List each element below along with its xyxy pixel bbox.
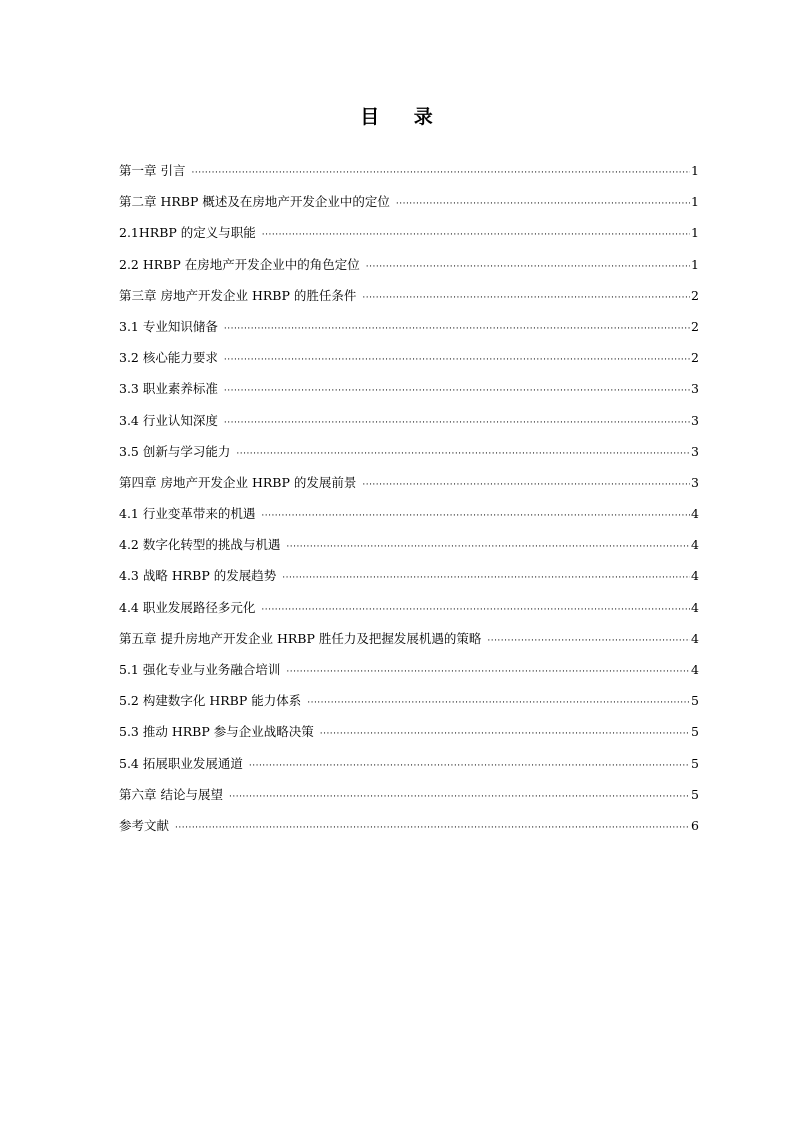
toc-entry-label: 3.4 行业认知深度 — [119, 412, 218, 428]
toc-dot-leader — [224, 412, 690, 434]
toc-dot-leader — [362, 287, 690, 309]
toc-entry-page: 1 — [691, 163, 699, 178]
toc-dot-leader — [366, 256, 690, 278]
toc-entry-page: 6 — [691, 817, 699, 833]
toc-entry-page: 2 — [691, 287, 699, 303]
toc-dot-leader — [224, 318, 690, 340]
toc-dot-leader — [249, 755, 690, 777]
toc-list — [119, 160, 699, 846]
toc-entry-label: 2.1HRBP 的定义与职能 — [119, 225, 256, 241]
toc-dot-leader — [286, 661, 690, 683]
toc-dot-leader — [362, 474, 690, 496]
toc-entry[interactable] — [119, 316, 699, 347]
toc-entry-page: 3 — [691, 412, 699, 428]
toc-entry[interactable] — [119, 503, 699, 534]
toc-entry-label: 第四章 房地产开发企业 HRBP 的发展前景 — [119, 474, 357, 490]
toc-entry[interactable] — [119, 222, 699, 253]
toc-entry[interactable] — [119, 565, 699, 596]
toc-entry-page: 5 — [691, 693, 699, 709]
toc-dot-leader — [191, 162, 690, 184]
toc-entry-label: 4.4 职业发展路径多元化 — [119, 599, 256, 615]
toc-entry-label: 第三章 房地产开发企业 HRBP 的胜任条件 — [119, 287, 357, 303]
toc-entry-page: 2 — [691, 350, 699, 366]
toc-entry-page: 5 — [691, 755, 699, 771]
toc-entry[interactable] — [119, 597, 699, 628]
toc-entry-label: 3.3 职业素养标准 — [119, 381, 218, 397]
toc-entry[interactable] — [119, 347, 699, 378]
toc-entry-label: 4.3 战略 HRBP 的发展趋势 — [119, 568, 277, 584]
toc-entry-label: 5.1 强化专业与业务融合培训 — [119, 662, 281, 677]
toc-entry-page: 5 — [691, 786, 699, 802]
toc-entry[interactable] — [119, 628, 699, 659]
toc-entry-label: 5.3 推动 HRBP 参与企业战略决策 — [119, 724, 314, 740]
toc-entry-label: 5.4 拓展职业发展通道 — [119, 755, 243, 771]
toc-entry-label: 3.1 专业知识储备 — [119, 318, 218, 334]
toc-entry-label: 5.2 构建数字化 HRBP 能力体系 — [119, 693, 302, 709]
toc-entry[interactable] — [119, 441, 699, 472]
toc-entry-label: 第五章 提升房地产开发企业 HRBP 胜任力及把握发展机遇的策略 — [119, 630, 482, 646]
toc-entry-page: 4 — [691, 537, 699, 553]
toc-entry-label: 4.1 行业变革带来的机遇 — [119, 506, 256, 522]
toc-entry-page: 5 — [691, 724, 699, 740]
toc-dot-leader — [224, 380, 690, 402]
toc-entry-label: 参考文献 — [119, 817, 170, 833]
toc-entry-page: 2 — [691, 318, 699, 334]
toc-dot-leader — [175, 817, 690, 839]
toc-entry[interactable] — [119, 690, 699, 721]
toc-dot-leader — [236, 443, 690, 465]
toc-entry-label: 4.2 数字化转型的挑战与机遇 — [119, 537, 281, 553]
toc-dot-leader — [396, 193, 690, 215]
toc-entry-page: 4 — [691, 599, 699, 615]
toc-dot-leader — [229, 786, 690, 808]
toc-dot-leader — [487, 630, 690, 652]
toc-entry-label: 第一章 引言 — [119, 163, 186, 178]
toc-entry-page: 3 — [691, 381, 699, 397]
toc-entry-label: 第六章 结论与展望 — [119, 786, 223, 802]
toc-entry-page: 3 — [691, 474, 699, 490]
toc-entry[interactable] — [119, 534, 699, 565]
toc-dot-leader — [261, 505, 690, 527]
toc-entry[interactable] — [119, 254, 699, 285]
toc-entry-page: 4 — [691, 506, 699, 522]
toc-entry[interactable] — [119, 721, 699, 752]
toc-entry[interactable] — [119, 285, 699, 316]
toc-entry[interactable] — [119, 815, 699, 846]
toc-entry[interactable] — [119, 659, 699, 690]
toc-dot-leader — [224, 349, 690, 371]
toc-entry[interactable] — [119, 191, 699, 222]
toc-entry[interactable] — [119, 472, 699, 503]
toc-entry-label: 第二章 HRBP 概述及在房地产开发企业中的定位 — [119, 194, 390, 210]
toc-entry-page: 1 — [691, 256, 699, 272]
toc-entry[interactable] — [119, 410, 699, 441]
toc-entry-page: 4 — [691, 630, 699, 646]
toc-entry[interactable] — [119, 784, 699, 815]
toc-dot-leader — [261, 599, 690, 621]
toc-dot-leader — [286, 536, 690, 558]
toc-dot-leader — [307, 692, 690, 714]
toc-entry-label: 2.2 HRBP 在房地产开发企业中的角色定位 — [119, 256, 360, 272]
toc-dot-leader — [320, 723, 690, 745]
toc-entry-page: 1 — [691, 194, 699, 210]
toc-entry-label: 3.5 创新与学习能力 — [119, 443, 231, 459]
toc-dot-leader — [282, 567, 690, 589]
toc-title: 目 录 — [360, 106, 447, 128]
toc-entry-label: 3.2 核心能力要求 — [119, 350, 218, 366]
toc-entry-page: 1 — [691, 225, 699, 241]
toc-entry[interactable] — [119, 160, 699, 191]
toc-dot-leader — [262, 224, 690, 246]
toc-entry-page: 4 — [691, 662, 699, 677]
toc-entry[interactable] — [119, 378, 699, 409]
toc-entry[interactable] — [119, 753, 699, 784]
toc-entry-page: 3 — [691, 443, 699, 459]
toc-entry-page: 4 — [691, 568, 699, 584]
